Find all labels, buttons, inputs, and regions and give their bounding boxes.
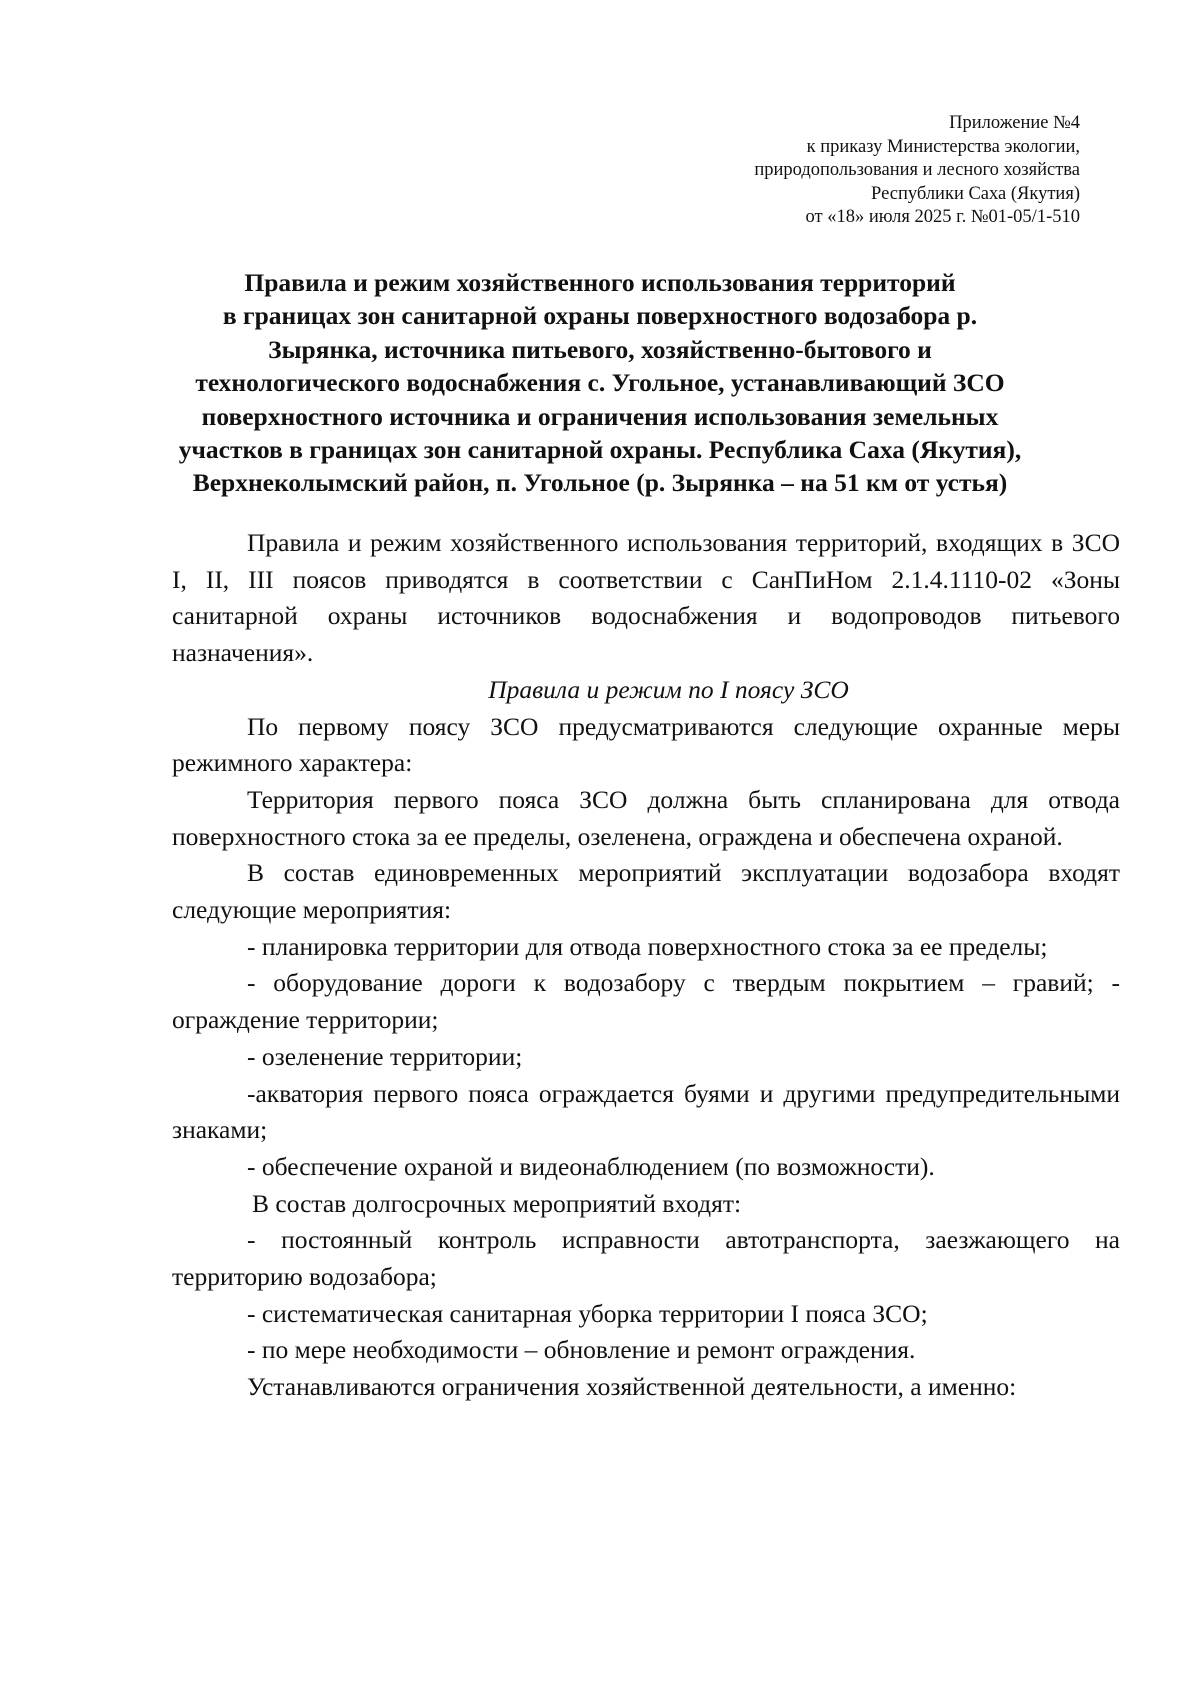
section-subtitle: Правила и режим по I поясу ЗСО <box>488 674 849 704</box>
list-item: - обеспечение охраной и видеонаблюдением (по возможности). <box>247 1151 935 1181</box>
list-item: - постоянный контроль исправности автотранспорта, заезжающего на территорию водозабора; <box>172 1225 1120 1292</box>
paragraph-territory: Территория первого пояса ЗСО должна быть спланирована для отвода поверхностного стока за ее пределы, озеленена, ограждена и обеспечена охраной. <box>172 784 1120 851</box>
appendix-order-line-1: к приказу Министерства экологии, <box>806 136 1080 157</box>
intro-paragraph: Правила и режим хозяйственного использования территорий, входящих в ЗСО I, II, III поясов приводятся в соответствии с СанПиНом 2.1.4.1110-02 «Зоны санитарной охраны источников водоснабжения и водопроводов питьевого назначения». <box>172 528 1120 668</box>
appendix-order-date: от «18» июля 2025 г. №01-05/1-510 <box>805 207 1080 227</box>
list-item: - планировка территории для отвода поверхностного стока за ее пределы; <box>247 931 1048 961</box>
appendix-order-line-3: Республики Саха (Якутия) <box>871 183 1080 204</box>
paragraph-long-term-measures: В состав долгосрочных мероприятий входят: <box>252 1188 742 1218</box>
document-body <box>172 525 1120 1406</box>
list-item: - оборудование дороги к водозабору с твердым покрытием – гравий; - ограждение территории; <box>172 968 1120 1035</box>
paragraph-first-zone: По первому поясу ЗСО предусматриваются следующие охранные меры режимного характера: <box>172 711 1120 778</box>
appendix-order-line-2: природопользования и лесного хозяйства <box>754 160 1080 180</box>
appendix-header <box>520 112 1080 230</box>
title-line: технологического водоснабжения с. Угольное, устанавливающий ЗСО <box>195 368 1005 398</box>
list-item: - систематическая санитарная уборка территории I пояса ЗСО; <box>247 1298 928 1328</box>
paragraph-restrictions: Устанавливаются ограничения хозяйственной деятельности, а именно: <box>247 1372 1017 1402</box>
list-item: - озеленение территории; <box>247 1041 523 1071</box>
title-line: в границах зон санитарной охраны поверхностного водозабора р. <box>222 301 978 331</box>
title-line: участков в границах зон санитарной охраны. Республика Саха (Якутия), <box>178 435 1022 465</box>
paragraph-one-time-measures: В состав единовременных мероприятий эксплуатации водозабора входят следующие мероприятия: <box>172 858 1120 925</box>
list-item: - по мере необходимости – обновление и ремонт ограждения. <box>247 1335 916 1365</box>
title-line: поверхностного источника и ограничения использования земельных <box>201 401 999 431</box>
appendix-number: Приложение №4 <box>949 113 1080 133</box>
title-line: Зырянка, источника питьевого, хозяйственно-бытового и <box>268 334 932 364</box>
title-line: Верхнеколымский район, п. Угольное (р. Зырянка – на 51 км от устья) <box>192 468 1008 498</box>
list-item: -акватория первого пояса ограждается буями и другими предупредительными знаками; <box>172 1078 1120 1145</box>
title-line: Правила и режим хозяйственного использования территорий <box>244 268 956 297</box>
document-title <box>150 266 1050 500</box>
